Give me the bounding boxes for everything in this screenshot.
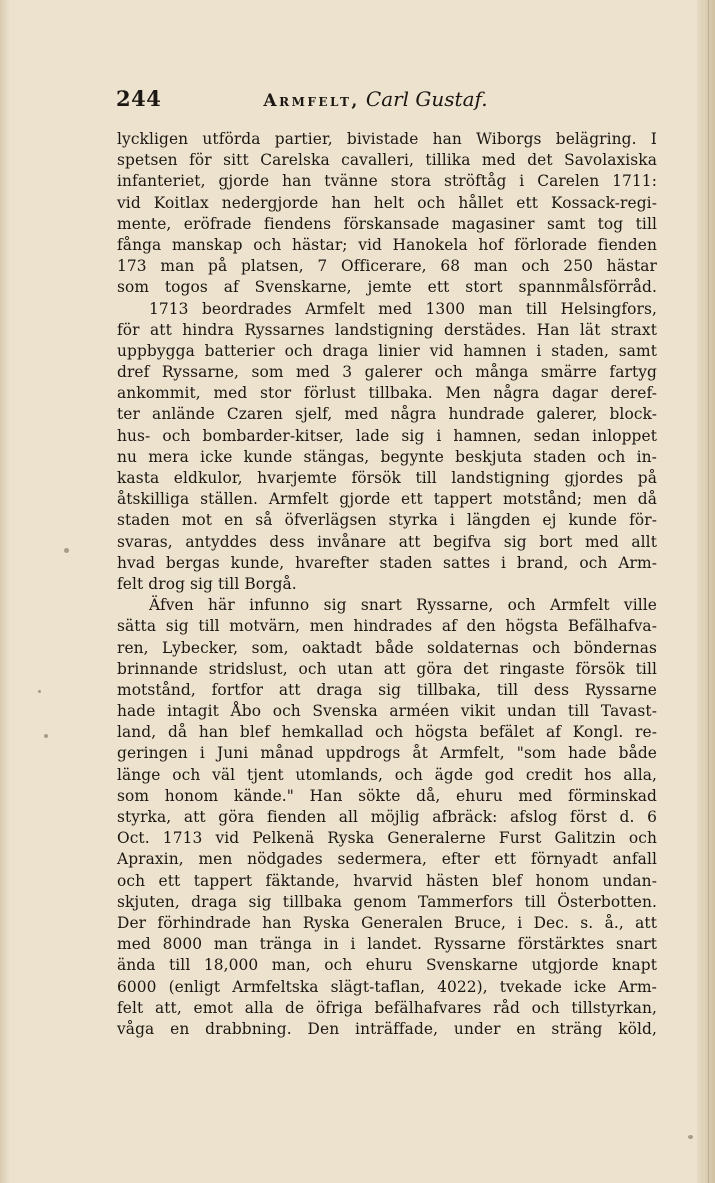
text-line: geringen i Juni månad uppdrogs åt Armfelt, "som hade både [117, 744, 657, 763]
text-line: ter anlände Czaren sjelf, med några hundrade galerer, block- [117, 405, 657, 424]
paragraph-end-line: felt drog sig till Borgå. [117, 574, 297, 593]
text-line: ankommit, med stor förlust tillbaka. Men några dagar deref- [117, 384, 657, 403]
text-line: Der förhindrade han Ryska Generalen Bruce, i Dec. s. å., att [117, 913, 657, 932]
text-line: vid Koitlax nedergjorde han helt och hållet ett Kossack-regi- [117, 193, 657, 212]
paper-speck [38, 690, 41, 693]
paper-speck [64, 548, 69, 553]
text-line: åtskilliga ställen. Armfelt gjorde ett tappert motstånd; men då [117, 490, 657, 509]
text-line: med 8000 man tränga in i landet. Ryssarne förstärktes snart [117, 935, 657, 954]
text-line: våga en drabbning. Den inträffade, under en sträng köld, [117, 1019, 657, 1038]
body-text [117, 129, 657, 1040]
text-line: kasta eldkulor, hvarjemte försök till landstigning gjordes på [117, 469, 657, 487]
text-line: infanteriet, gjorde han tvänne stora ströftåg i Carelen 1711: [117, 172, 657, 191]
text-line: ren, Lybecker, som, oaktadt både soldaternas och böndernas [117, 638, 657, 657]
paragraph-start-line: 1713 beordrades Armfelt med 1300 man till Helsingfors, [149, 299, 657, 318]
page-edge-line [708, 0, 709, 1183]
text-line: hus- och bombarder-kitser, lade sig i hamnen, sedan inloppet [117, 426, 657, 445]
text-line: sätta sig till motvärn, men hindrades af den högsta Befälhafva- [117, 617, 657, 636]
text-line: Apraxin, men nödgades sedermera, efter ett förnyadt anfall [117, 850, 657, 869]
text-line: Oct. 1713 vid Pelkenä Ryska Generalerne Furst Galitzin och [117, 829, 657, 848]
running-head-given-name: Carl Gustaf. [365, 87, 488, 111]
running-head [88, 87, 663, 111]
text-line: styrka, att göra fienden all möjlig afbräck: afslog först d. 6 [117, 808, 657, 826]
text-line: brinnande stridslust, och utan att göra det ringaste försök till [117, 659, 657, 678]
text-line: mente, eröfrade fiendens förskansade magasiner samt tog till [117, 214, 657, 233]
text-line: ända till 18,000 man, och ehuru Svenskarne utgjorde knapt [117, 956, 657, 975]
text-line: fånga manskap och hästar; vid Hanokela hof förlorade fienden [117, 235, 657, 254]
text-line: för att hindra Ryssarnes landstigning derstädes. Han lät straxt [117, 320, 657, 339]
paragraph-start-line: Äfven här infunno sig snart Ryssarne, och Armfelt ville [149, 596, 657, 615]
text-line: 6000 (enligt Armfeltska slägt-taflan, 4022), tvekade icke Arm- [117, 977, 657, 996]
text-line: staden mot en så öfverlägsen styrka i längden ej kunde för- [117, 511, 657, 530]
paper-speck [688, 1135, 693, 1139]
text-line: svaras, antyddes dess invånare att begifva sig bort med allt [117, 532, 657, 551]
running-head-surname: Armfelt, [263, 91, 360, 111]
text-line: motstånd, fortfor att draga sig tillbaka, till dess Ryssarne [117, 680, 657, 699]
text-line: och ett tappert fäktande, hvarvid hästen blef honom undan- [117, 871, 657, 890]
page-edge [697, 0, 715, 1183]
text-line: lyckligen utförda partier, bivistade han Wiborgs belägring. I [117, 130, 657, 148]
text-line: nu mera icke kunde stängas, begynte beskjuta staden och in- [117, 447, 657, 466]
text-line: hade intagit Åbo och Svenska arméen vikit undan till Tavast- [117, 702, 657, 721]
text-line: länge och väl tjent utomlands, och ägde god credit hos alla, [117, 765, 657, 784]
text-line: som togos af Svenskarne, jemte ett stort spannmålsförråd. [117, 278, 657, 297]
text-line: spetsen för sitt Carelska cavalleri, tillika med det Savolaxiska [117, 151, 657, 170]
page-header [88, 86, 663, 116]
text-line: hvad bergas kunde, hvarefter staden sattes i brand, och Arm- [117, 553, 657, 572]
text-line: dref Ryssarne, som med 3 galerer och många smärre fartyg [117, 363, 657, 382]
text-line: felt att, emot alla de öfriga befälhafvares råd och tillstyrkan, [117, 998, 657, 1017]
text-line: 173 man på platsen, 7 Officerare, 68 man och 250 hästar [117, 257, 657, 276]
text-line: som honom kände." Han sökte då, ehuru med förminskad [117, 786, 657, 805]
text-line: uppbygga batterier och draga linier vid hamnen i staden, samt [117, 341, 657, 360]
page-gutter-shadow [0, 0, 10, 1183]
text-line: skjuten, draga sig tillbaka genom Tammerfors till Österbotten. [117, 892, 657, 911]
paper-speck [44, 734, 48, 738]
page-number: 244 [116, 86, 162, 111]
text-line: land, då han blef hemkallad och högsta befälet af Kongl. re- [117, 723, 657, 742]
